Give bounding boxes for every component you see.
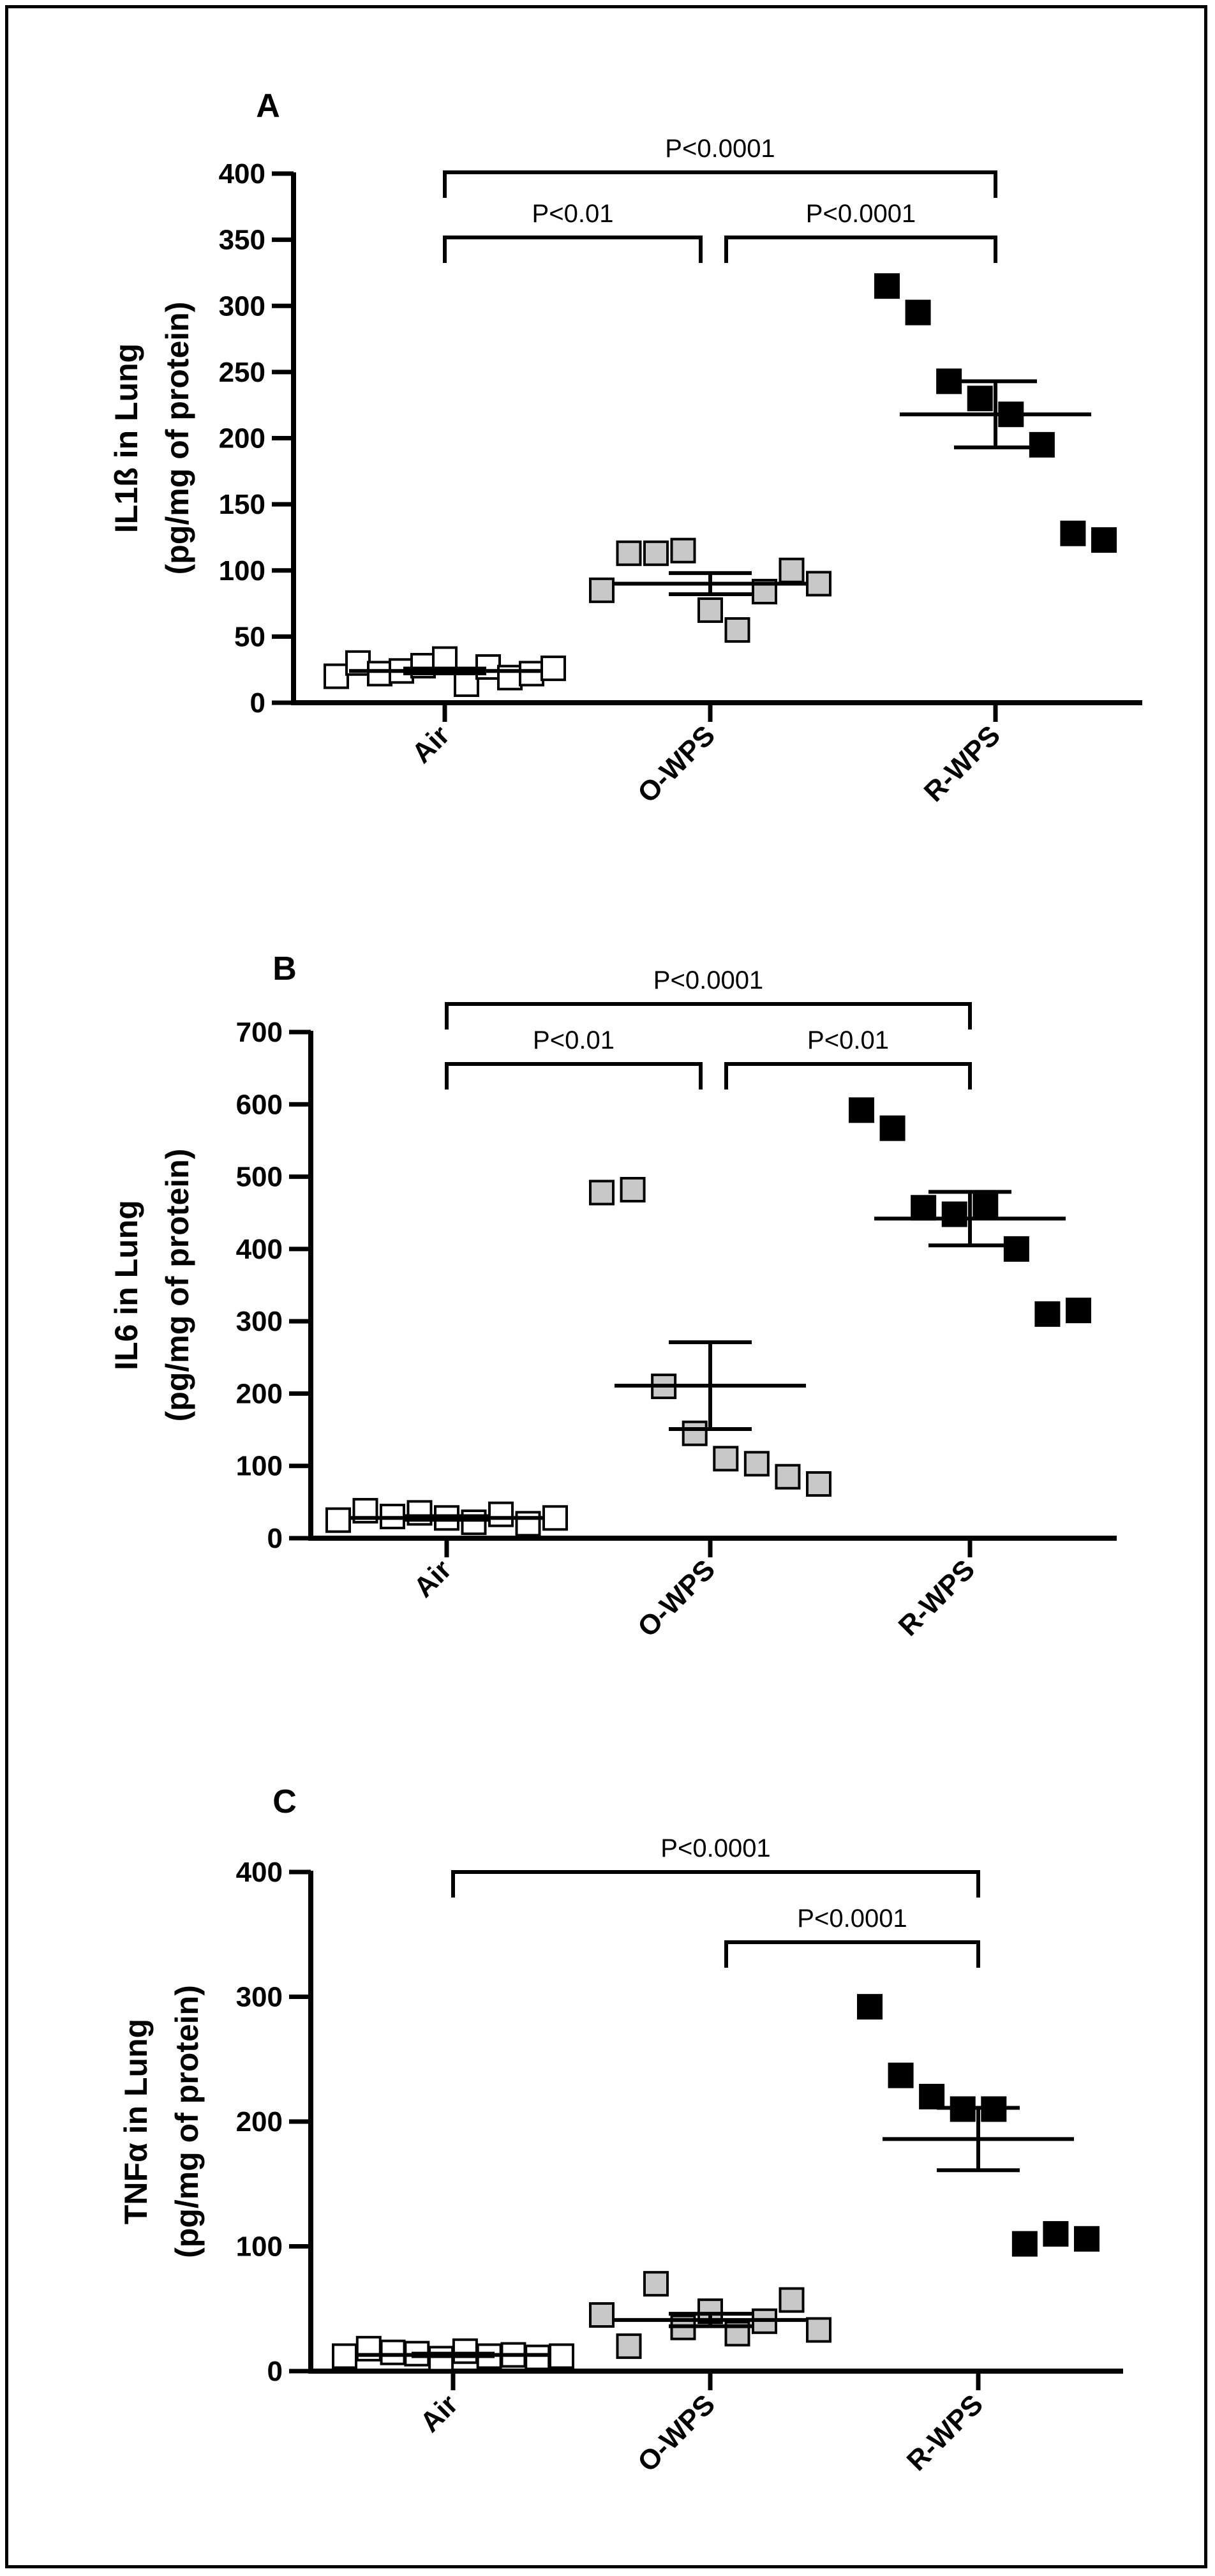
- panel-letter: B: [272, 950, 297, 987]
- y-axis-label-line1: IL6 in Lung: [108, 1200, 144, 1370]
- data-point: [780, 2289, 803, 2312]
- y-tick-label: 0: [250, 687, 265, 719]
- p-value-label: P<0.0001: [660, 1834, 771, 1862]
- data-point: [429, 2347, 452, 2370]
- data-point: [325, 665, 348, 688]
- data-point: [876, 274, 898, 297]
- data-point: [382, 2341, 405, 2364]
- data-point: [544, 1506, 567, 1529]
- data-point: [699, 599, 722, 622]
- data-point: [1005, 1238, 1028, 1261]
- y-tick-label: 50: [234, 621, 265, 653]
- x-category-label: O-WPS: [631, 1554, 722, 1644]
- data-point: [890, 2064, 913, 2087]
- data-point: [1061, 522, 1084, 545]
- y-axis-label-line1: TNFα in Lung: [118, 2018, 154, 2225]
- significance-bracket: [453, 1872, 978, 1898]
- data-point: [590, 1181, 613, 1204]
- significance-bracket: [726, 1942, 978, 1968]
- y-tick-label: 600: [235, 1089, 283, 1121]
- y-tick-label: 150: [218, 489, 265, 521]
- data-point: [1044, 2222, 1067, 2245]
- data-point: [526, 2346, 549, 2369]
- data-point: [368, 662, 391, 685]
- chart-panel-c: [118, 1783, 1123, 2478]
- p-value-label: P<0.01: [532, 200, 614, 228]
- data-point: [745, 1452, 768, 1475]
- data-point: [542, 657, 565, 680]
- y-tick-label: 100: [235, 1450, 283, 1482]
- panel-letter: A: [256, 87, 280, 124]
- data-point: [454, 2340, 477, 2363]
- y-axis-label-line2: (pg/mg of protein): [169, 1985, 205, 2258]
- y-tick-label: 700: [235, 1017, 283, 1048]
- y-tick-label: 300: [218, 290, 265, 322]
- chart-panel-b: [108, 950, 1117, 1644]
- y-tick-label: 100: [235, 2231, 283, 2263]
- data-point: [969, 387, 992, 410]
- y-axis-label-line2: (pg/mg of protein): [160, 1148, 195, 1422]
- y-tick-label: 100: [218, 555, 265, 587]
- data-point: [590, 2303, 613, 2326]
- significance-bracket: [445, 172, 995, 198]
- data-point: [907, 301, 930, 324]
- data-point: [714, 1447, 737, 1470]
- data-point: [1031, 433, 1054, 456]
- y-tick-label: 0: [267, 1523, 283, 1554]
- p-value-label: P<0.0001: [653, 966, 764, 994]
- data-point: [520, 662, 543, 685]
- significance-bracket: [447, 1004, 970, 1030]
- data-point: [780, 559, 803, 582]
- data-point: [858, 1995, 881, 2018]
- data-point: [1036, 1303, 1059, 1326]
- significance-bracket: [726, 237, 995, 263]
- data-point: [807, 572, 830, 595]
- data-point: [618, 542, 641, 565]
- data-point: [912, 1196, 935, 1219]
- data-point: [1092, 528, 1115, 551]
- y-tick-label: 200: [235, 1378, 283, 1410]
- y-tick-label: 500: [235, 1161, 283, 1193]
- data-point: [327, 1509, 350, 1532]
- y-tick-label: 400: [235, 1233, 283, 1265]
- data-point: [622, 1178, 645, 1201]
- y-tick-label: 250: [218, 356, 265, 388]
- y-tick-label: 350: [218, 224, 265, 256]
- data-point: [489, 1503, 512, 1526]
- data-point: [1013, 2233, 1036, 2256]
- x-category-label: O-WPS: [631, 2388, 722, 2478]
- x-category-label: Air: [408, 1554, 458, 1604]
- y-tick-label: 200: [235, 2106, 283, 2138]
- x-category-label: R-WPS: [900, 2388, 990, 2477]
- p-value-label: P<0.0001: [665, 135, 775, 163]
- data-point: [881, 1117, 904, 1140]
- p-value-label: P<0.01: [807, 1026, 889, 1054]
- data-point: [974, 1193, 997, 1216]
- y-tick-label: 400: [235, 1857, 283, 1888]
- x-category-label: Air: [406, 719, 456, 770]
- p-value-label: P<0.0001: [797, 1905, 907, 1933]
- data-point: [645, 2272, 667, 2295]
- panel-letter: C: [272, 1783, 297, 1820]
- data-point: [590, 579, 613, 602]
- significance-bracket: [445, 237, 701, 263]
- p-value-label: P<0.01: [533, 1026, 615, 1054]
- data-point: [943, 1202, 966, 1225]
- data-point: [807, 1472, 830, 1495]
- data-point: [455, 673, 478, 696]
- data-point: [920, 2085, 943, 2108]
- y-axis-label-line2: (pg/mg of protein): [160, 301, 195, 575]
- data-point: [850, 1098, 873, 1121]
- chart-panel-a: [108, 87, 1142, 809]
- x-category-label: O-WPS: [631, 719, 722, 809]
- significance-bracket: [726, 1064, 970, 1090]
- data-point: [726, 618, 749, 641]
- data-point: [672, 539, 695, 562]
- data-point: [645, 542, 667, 565]
- x-category-label: R-WPS: [918, 719, 1007, 808]
- data-point: [1075, 2228, 1098, 2250]
- y-tick-label: 0: [267, 2356, 283, 2387]
- x-category-label: Air: [414, 2388, 465, 2439]
- significance-bracket: [447, 1064, 701, 1090]
- y-tick-label: 300: [235, 1981, 283, 2013]
- data-point: [618, 2335, 641, 2358]
- data-point: [683, 1422, 706, 1445]
- data-point: [550, 2345, 573, 2368]
- data-point: [1067, 1299, 1090, 1322]
- data-point: [517, 1512, 540, 1535]
- y-tick-label: 300: [235, 1306, 283, 1338]
- data-point: [776, 1465, 799, 1488]
- data-point: [333, 2345, 356, 2368]
- p-value-label: P<0.0001: [805, 200, 916, 228]
- data-point: [807, 2318, 830, 2341]
- y-axis-label-line1: IL1ß in Lung: [108, 343, 144, 534]
- y-tick-label: 200: [218, 423, 265, 454]
- y-tick-label: 400: [218, 158, 265, 190]
- x-category-label: R-WPS: [892, 1554, 981, 1642]
